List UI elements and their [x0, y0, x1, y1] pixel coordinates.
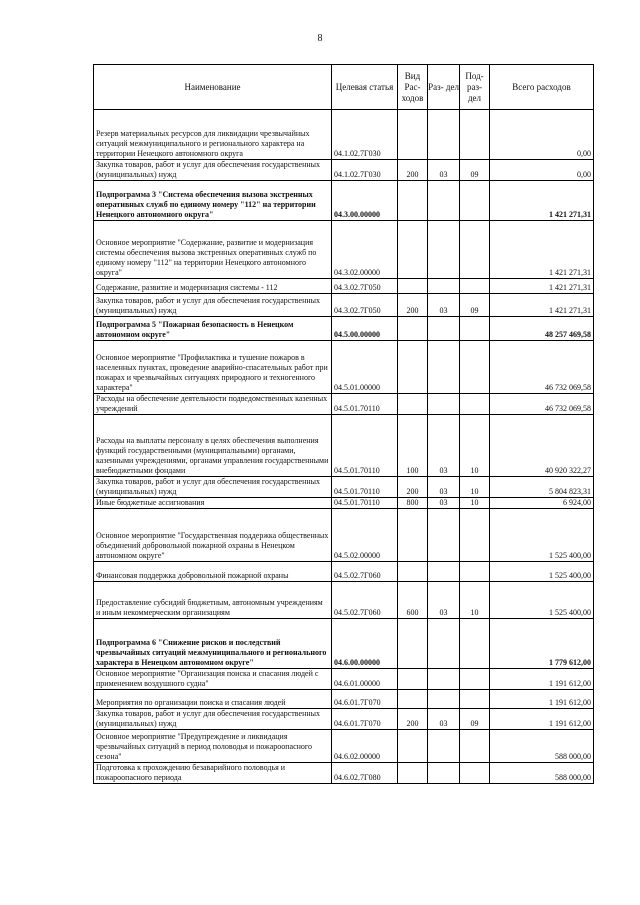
row-section	[428, 730, 460, 763]
row-name: Подпрограмма 5 "Пожарная безопасность в Ненецком автономном округе"	[94, 317, 332, 341]
table-row	[94, 477, 594, 498]
row-section	[428, 341, 460, 394]
row-target-article: 04.1.02.7Г030	[332, 110, 398, 160]
row-target-article: 04.6.01.7Г070	[332, 690, 398, 709]
row-subsection	[460, 669, 490, 690]
header-expense-type: Вид Рас- ходов	[398, 65, 428, 110]
row-target-article: 04.5.01.70110	[332, 415, 398, 477]
budget-table	[93, 64, 594, 784]
table-row	[94, 341, 594, 394]
row-target-article: 04.5.02.00000	[332, 509, 398, 562]
row-target-article: 04.6.00.00000	[332, 619, 398, 669]
row-subsection: 09	[460, 160, 490, 181]
table-row	[94, 160, 594, 181]
row-section: 03	[428, 498, 460, 509]
row-subsection	[460, 619, 490, 669]
row-name: Основное мероприятие "Государственная поддержка общественных объединений добровольной пожарной охраны в Ненецком автономном округе"	[94, 509, 332, 562]
row-total: 1 191 612,00	[490, 669, 594, 690]
page-number: 8	[317, 33, 323, 44]
row-name: Подготовка к прохождению безаварийного половодья и пожароопасного периода	[94, 763, 332, 784]
row-total: 1 525 400,00	[490, 562, 594, 582]
row-total: 46 732 069,58	[490, 394, 594, 415]
row-name: Подпрограмма 3 "Система обеспечения вызова экстренных оперативных служб по единому номеру "112" на территории Ненецкого автономного округа"	[94, 181, 332, 221]
row-name: Иные бюджетные ассигнования	[94, 498, 332, 509]
row-subsection	[460, 221, 490, 279]
row-target-article: 04.3.02.00000	[332, 221, 398, 279]
row-name: Закупка товаров, работ и услуг для обеспечения государственных (муниципальных) нужд	[94, 709, 332, 730]
row-name: Содержание, развитие и модернизация системы - 112	[94, 279, 332, 294]
row-section	[428, 279, 460, 294]
row-subsection	[460, 730, 490, 763]
row-expense-type	[398, 317, 428, 341]
row-target-article: 04.3.00.00000	[332, 181, 398, 221]
row-subsection: 10	[460, 415, 490, 477]
row-total: 588 000,00	[490, 763, 594, 784]
row-expense-type: 800	[398, 498, 428, 509]
row-expense-type	[398, 669, 428, 690]
row-subsection	[460, 690, 490, 709]
row-expense-type: 600	[398, 582, 428, 619]
row-name: Основное мероприятие "Предупреждение и ликвидация чрезвычайных ситуаций в период половодья и пожароопасного сезона"	[94, 730, 332, 763]
table-header-row	[94, 65, 594, 110]
row-total: 1 421 271,31	[490, 221, 594, 279]
row-expense-type: 200	[398, 294, 428, 317]
row-name: Закупка товаров, работ и услуг для обеспечения государственных (муниципальных) нужд	[94, 477, 332, 498]
row-target-article: 04.5.02.7Г060	[332, 562, 398, 582]
table-row	[94, 582, 594, 619]
row-subsection: 10	[460, 498, 490, 509]
table-row	[94, 730, 594, 763]
row-expense-type	[398, 181, 428, 221]
row-target-article: 04.5.00.00000	[332, 317, 398, 341]
row-section: 03	[428, 294, 460, 317]
row-name: Подпрограмма 6 "Снижение рисков и последствий чрезвычайных ситуаций межмуниципального и регионального характера в Ненецком автономном округе"	[94, 619, 332, 669]
row-expense-type: 200	[398, 160, 428, 181]
table-row	[94, 415, 594, 477]
row-expense-type	[398, 221, 428, 279]
row-total: 1 779 612,00	[490, 619, 594, 669]
row-total: 0,00	[490, 160, 594, 181]
header-section: Раз- дел	[428, 65, 460, 110]
row-name: Основное мероприятие "Содержание, развитие и модернизация системы обеспечения вызова экстренных оперативных служб по единому номеру "112" на территории Ненецкого автономного округа"	[94, 221, 332, 279]
header-name: Наименование	[94, 65, 332, 110]
row-subsection: 10	[460, 477, 490, 498]
row-total: 0,00	[490, 110, 594, 160]
row-total: 588 000,00	[490, 730, 594, 763]
row-name: Основное мероприятие "Профилактика и тушение пожаров в населенных пунктах, проведение аварийно-спасательных работ при пожарах и чрезвычайных ситуациях природного и техногенного характера"	[94, 341, 332, 394]
row-expense-type	[398, 562, 428, 582]
row-section	[428, 690, 460, 709]
row-target-article: 04.5.01.70110	[332, 394, 398, 415]
table-row	[94, 294, 594, 317]
row-target-article: 04.5.01.70110	[332, 477, 398, 498]
row-total: 48 257 469,58	[490, 317, 594, 341]
row-expense-type	[398, 341, 428, 394]
row-target-article: 04.6.02.00000	[332, 730, 398, 763]
row-total: 1 525 400,00	[490, 582, 594, 619]
row-section	[428, 619, 460, 669]
table-row	[94, 763, 594, 784]
row-name: Мероприятия по организации поиска и спасания людей	[94, 690, 332, 709]
row-total: 40 920 322,27	[490, 415, 594, 477]
row-section	[428, 221, 460, 279]
row-subsection	[460, 181, 490, 221]
row-subsection	[460, 110, 490, 160]
row-target-article: 04.6.01.00000	[332, 669, 398, 690]
row-total: 1 421 271,31	[490, 294, 594, 317]
row-section	[428, 394, 460, 415]
row-section	[428, 181, 460, 221]
row-expense-type	[398, 619, 428, 669]
table-row	[94, 669, 594, 690]
row-subsection	[460, 509, 490, 562]
table-row	[94, 562, 594, 582]
row-expense-type	[398, 509, 428, 562]
row-subsection	[460, 279, 490, 294]
row-target-article: 04.5.01.70110	[332, 498, 398, 509]
row-expense-type	[398, 690, 428, 709]
table-row	[94, 709, 594, 730]
row-total: 1 421 271,31	[490, 279, 594, 294]
row-target-article: 04.3.02.7Г050	[332, 279, 398, 294]
row-total: 6 924,00	[490, 498, 594, 509]
row-subsection	[460, 317, 490, 341]
row-section: 03	[428, 582, 460, 619]
row-name: Резерв материальных ресурсов для ликвидации чрезвычайных ситуаций межмуниципального и регионального характера на территории Ненецкого автономного округа	[94, 110, 332, 160]
row-target-article: 04.3.02.7Г050	[332, 294, 398, 317]
table-row	[94, 221, 594, 279]
row-section: 03	[428, 160, 460, 181]
row-section	[428, 509, 460, 562]
row-target-article: 04.5.02.7Г060	[332, 582, 398, 619]
row-name: Финансовая поддержка добровольной пожарной охраны	[94, 562, 332, 582]
row-section: 03	[428, 709, 460, 730]
table-row	[94, 279, 594, 294]
row-expense-type	[398, 763, 428, 784]
row-total: 5 804 823,31	[490, 477, 594, 498]
row-subsection	[460, 394, 490, 415]
row-total: 1 191 612,00	[490, 709, 594, 730]
row-target-article: 04.6.01.7Г070	[332, 709, 398, 730]
row-section: 03	[428, 415, 460, 477]
row-section	[428, 110, 460, 160]
row-expense-type: 200	[398, 709, 428, 730]
row-total: 1 525 400,00	[490, 509, 594, 562]
table-row	[94, 181, 594, 221]
table-row	[94, 509, 594, 562]
row-target-article: 04.6.02.7Г080	[332, 763, 398, 784]
row-name: Расходы на обеспечение деятельности подведомственных казенных учреждений	[94, 394, 332, 415]
row-target-article: 04.1.02.7Г030	[332, 160, 398, 181]
row-section	[428, 669, 460, 690]
row-subsection: 09	[460, 294, 490, 317]
table-row	[94, 394, 594, 415]
row-target-article: 04.5.01.00000	[332, 341, 398, 394]
row-subsection	[460, 341, 490, 394]
table-row	[94, 690, 594, 709]
row-name: Расходы на выплаты персоналу в целях обеспечения выполнения функций государственными (муниципальными) органами, казенными учреждениями, органами управления государственными внебюджетными фондами	[94, 415, 332, 477]
row-name: Предоставление субсидий бюджетным, автономным учреждениям и иным некоммерческим организациям	[94, 582, 332, 619]
row-expense-type: 100	[398, 415, 428, 477]
row-section	[428, 317, 460, 341]
header-article: Целевая статья	[332, 65, 398, 110]
row-subsection	[460, 562, 490, 582]
row-expense-type	[398, 279, 428, 294]
table-row	[94, 498, 594, 509]
row-subsection: 10	[460, 582, 490, 619]
table-row	[94, 317, 594, 341]
header-subsection: Под- раз- дел	[460, 65, 490, 110]
row-section	[428, 562, 460, 582]
row-subsection	[460, 763, 490, 784]
row-section: 03	[428, 477, 460, 498]
row-subsection: 09	[460, 709, 490, 730]
row-expense-type	[398, 394, 428, 415]
row-total: 1 421 271,31	[490, 181, 594, 221]
row-total: 46 732 069,58	[490, 341, 594, 394]
row-expense-type: 200	[398, 477, 428, 498]
row-total: 1 191 612,00	[490, 690, 594, 709]
row-section	[428, 763, 460, 784]
table-row	[94, 110, 594, 160]
row-name: Основное мероприятие "Организация поиска и спасания людей с применением воздушного судна"	[94, 669, 332, 690]
row-name: Закупка товаров, работ и услуг для обеспечения государственных (муниципальных) нужд	[94, 160, 332, 181]
row-expense-type	[398, 110, 428, 160]
row-expense-type	[398, 730, 428, 763]
table-row	[94, 619, 594, 669]
header-total: Всего расходов	[490, 65, 594, 110]
row-name: Закупка товаров, работ и услуг для обеспечения государственных (муниципальных) нужд	[94, 294, 332, 317]
